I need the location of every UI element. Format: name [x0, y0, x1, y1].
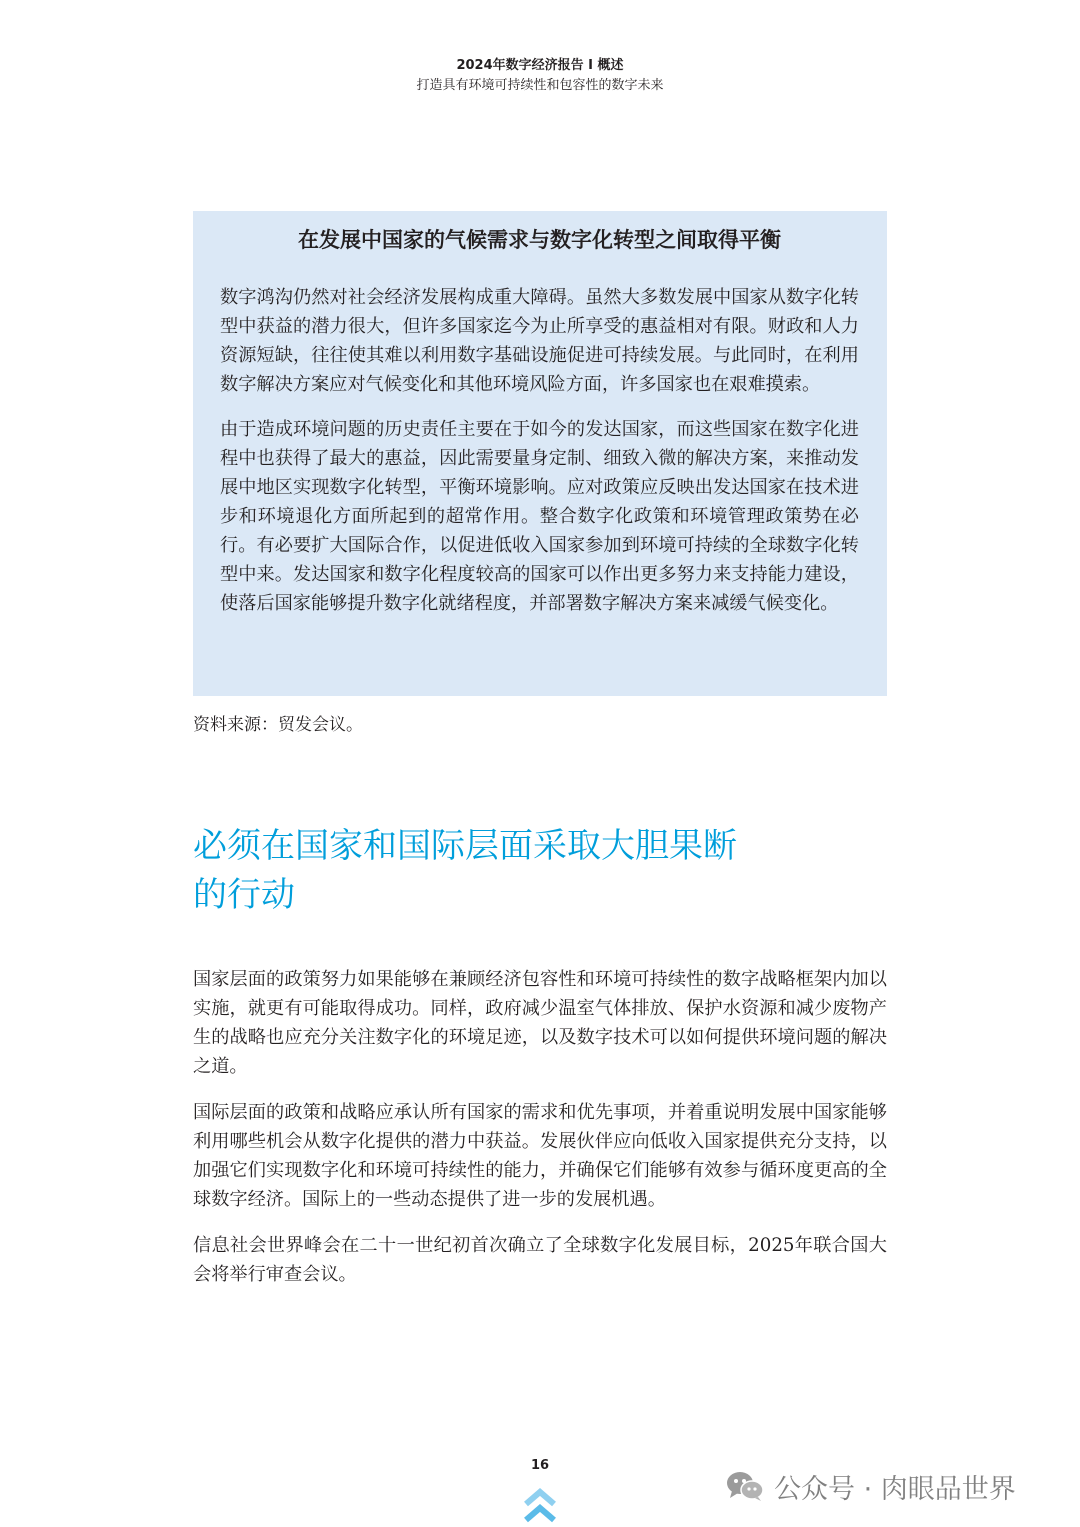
body-paragraph: 国际层面的政策和战略应承认所有国家的需求和优先事项，并着重说明发展中国家能够利用哪些机会从数字化提供的潜力中获益。发展伙伴应向低收入国家提供充分支持，以加强它们实现数字化和环境可持续性的能力，并确保它们能够有效参与循环度更高的全球数字经济。国际上的一些动态提供了进一步的发展机遇。 [193, 1102, 887, 1210]
body-paragraph: 信息社会世界峰会在二十一世纪初首次确立了全球数字化发展目标，2025年联合国大会将举行审查会议。 [193, 1235, 887, 1285]
watermark [726, 1466, 1016, 1506]
report-title: 2024年数字经济报告 I 概述 [456, 58, 624, 73]
wechat-icon [726, 1470, 764, 1502]
section-heading [193, 822, 893, 920]
source-note: 资料来源：贸发会议。 [193, 715, 363, 735]
watermark-text: 公众号 · 肉眼品世界 [774, 1473, 1016, 1505]
info-box-title: 在发展中国家的气候需求与数字化转型之间取得平衡 [298, 228, 781, 252]
scroll-up-chevron-icon [520, 1484, 560, 1527]
body-paragraph: 国家层面的政策努力如果能够在兼顾经济包容性和环境可持续性的数字战略框架内加以实施，就更有可能取得成功。同样，政府减少温室气体排放、保护水资源和减少废物产生的战略也应充分关注数字化的环境足迹，以及数字技术可以如何提供环境问题的解决之道。 [193, 969, 887, 1077]
body-text [193, 965, 887, 1306]
info-box [193, 211, 887, 696]
report-subtitle: 打造具有环境可持续性和包容性的数字未来 [416, 78, 664, 93]
info-box-paragraph: 数字鸿沟仍然对社会经济发展构成重大障碍。虽然大多数发展中国家从数字化转型中获益的潜力很大，但许多国家迄今为止所享受的惠益相对有限。财政和人力资源短缺，往往使其难以利用数字基础设施促进可持续发展。与此同时，在利用数字解决方案应对气候变化和其他环境风险方面，许多国家也在艰难摸索。 [220, 287, 859, 395]
section-heading-line-1: 必须在国家和国际层面采取大胆果断 [193, 826, 737, 866]
page-header [0, 56, 1080, 96]
page-number: 16 [530, 1458, 550, 1473]
section-heading-line-2: 的行动 [193, 875, 295, 915]
info-box-paragraph: 由于造成环境问题的历史责任主要在于如今的发达国家，而这些国家在数字化进程中也获得了最大的惠益，因此需要量身定制、细致入微的解决方案，来推动发展中地区实现数字化转型，平衡环境影响。应对政策应反映出发达国家在技术进步和环境退化方面所起到的超常作用。整合数字化政策和环境管理政策势在必行。有必要扩大国际合作，以促进低收入国家参加到环境可持续的全球数字化转型中来。发达国家和数字化程度较高的国家可以作出更多努力来支持能力建设，使落后国家能够提升数字化就绪程度，并部署数字解决方案来减缓气候变化。 [220, 419, 859, 614]
